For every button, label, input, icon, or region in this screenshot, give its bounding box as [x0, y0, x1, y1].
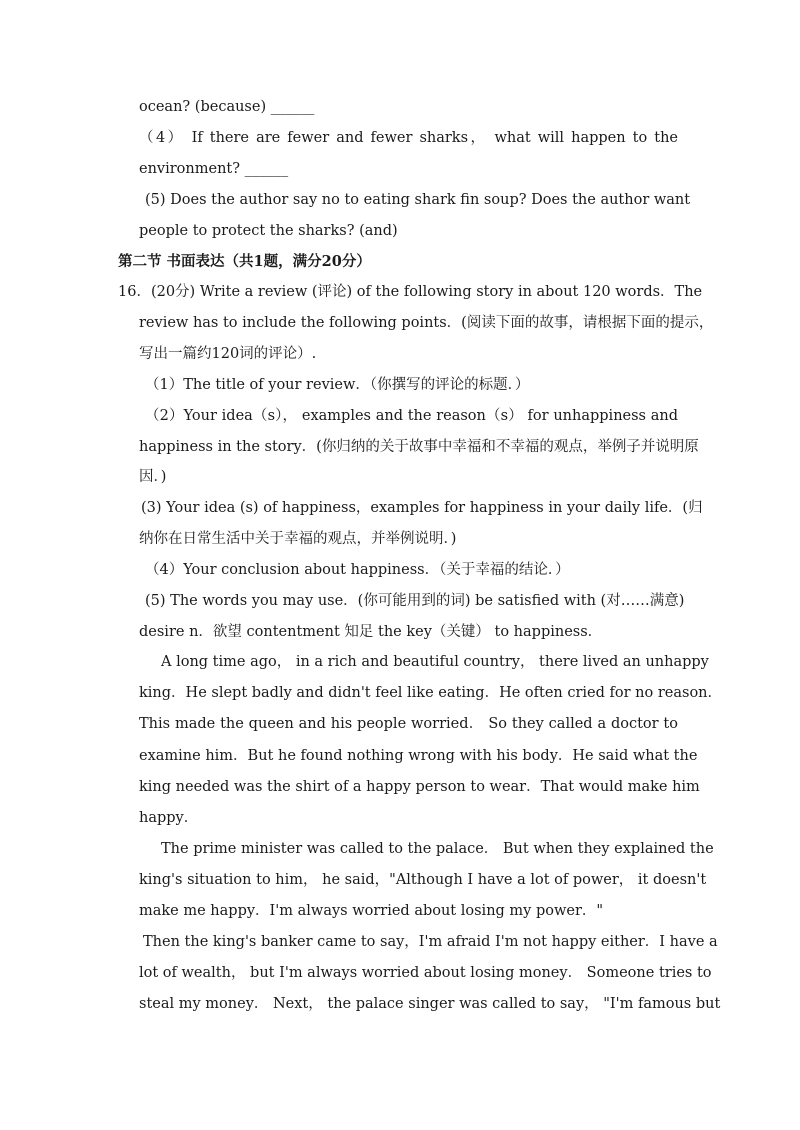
q-4-5-line-1: (5) Does the author say no to eating shark fin soup? Does the author want — [145, 192, 691, 208]
point-2-line-2: happiness in the story．(你归纳的关于故事中幸福和不幸福的观点，举例子并说明原 — [139, 439, 699, 455]
story-p1-line-3: This made the queen and his people worried． So they called a doctor to — [139, 716, 678, 732]
point-1: （1）The title of your review．（你撰写的评论的标题．） — [145, 377, 530, 393]
q16-line-2: review has to include the following points．(阅读下面的故事，请根据下面的提示， — [139, 315, 714, 331]
q-4-3-answer-line: ocean? (because) ______ — [139, 99, 315, 115]
story-p1-line-1: A long time ago， in a rich and beautiful country， there lived an unhappy — [161, 654, 709, 670]
q-4-4-line-2: environment? ______ — [139, 161, 289, 177]
story-p3-line-1: Then the king's banker came to say，I'm afraid I'm not happy either．I have a — [143, 934, 718, 950]
story-p1-line-6: happy． — [139, 810, 199, 826]
point-2-line-3: 因．) — [139, 469, 167, 485]
point-3-line-2: 纳你在日常生活中关于幸福的观点，并举例说明．) — [139, 531, 457, 547]
story-p3-line-2: lot of wealth， but I'm always worried about losing money． Someone tries to — [139, 965, 712, 981]
story-p2-line-3: make me happy．I'm always worried about losing my power．" — [139, 903, 604, 919]
story-p1-line-2: king．He slept badly and didn't feel like eating．He often cried for no reason． — [139, 685, 723, 701]
point-3-line-1: (3) Your idea (s) of happiness，examples for happiness in your daily life．(归 — [141, 500, 703, 516]
q-4-4-line-1: （4） If there are fewer and fewer sharks， what will happen to the — [139, 130, 678, 146]
q16-line-1: 16．(20分) Write a review (评论) of the following story in about 120 words．The — [118, 284, 703, 300]
story-p2-line-2: king's situation to him， he said，"Although I have a lot of power， it doesn't — [139, 872, 707, 888]
story-p1-line-5: king needed was the shirt of a happy person to wear．That would make him — [139, 779, 700, 795]
point-5-line-2: desire n．欲望 contentment 知足 the key（关键） to happiness． — [139, 624, 603, 640]
point-2-line-1: （2）Your idea（s）， examples and the reason（s） for unhappiness and — [145, 408, 678, 424]
point-5-line-1: (5) The words you may use．(你可能用到的词) be satisfied with (对……满意) — [145, 593, 685, 609]
story-p1-line-4: examine him．But he found nothing wrong with his body．He said what the — [139, 748, 698, 764]
section-heading: 第二节 书面表达（共1题，满分20分） — [118, 253, 371, 270]
q16-line-3: 写出一篇约120词的评论）. — [139, 346, 317, 362]
story-p2-line-1: The prime minister was called to the palace． But when they explained the — [161, 841, 714, 857]
point-4: （4）Your conclusion about happiness．（关于幸福的结论．） — [145, 562, 570, 578]
q-4-5-line-2: people to protect the sharks? (and) — [139, 223, 398, 239]
story-p3-line-3: steal my money． Next， the palace singer was called to say， "I'm famous but — [139, 996, 721, 1012]
